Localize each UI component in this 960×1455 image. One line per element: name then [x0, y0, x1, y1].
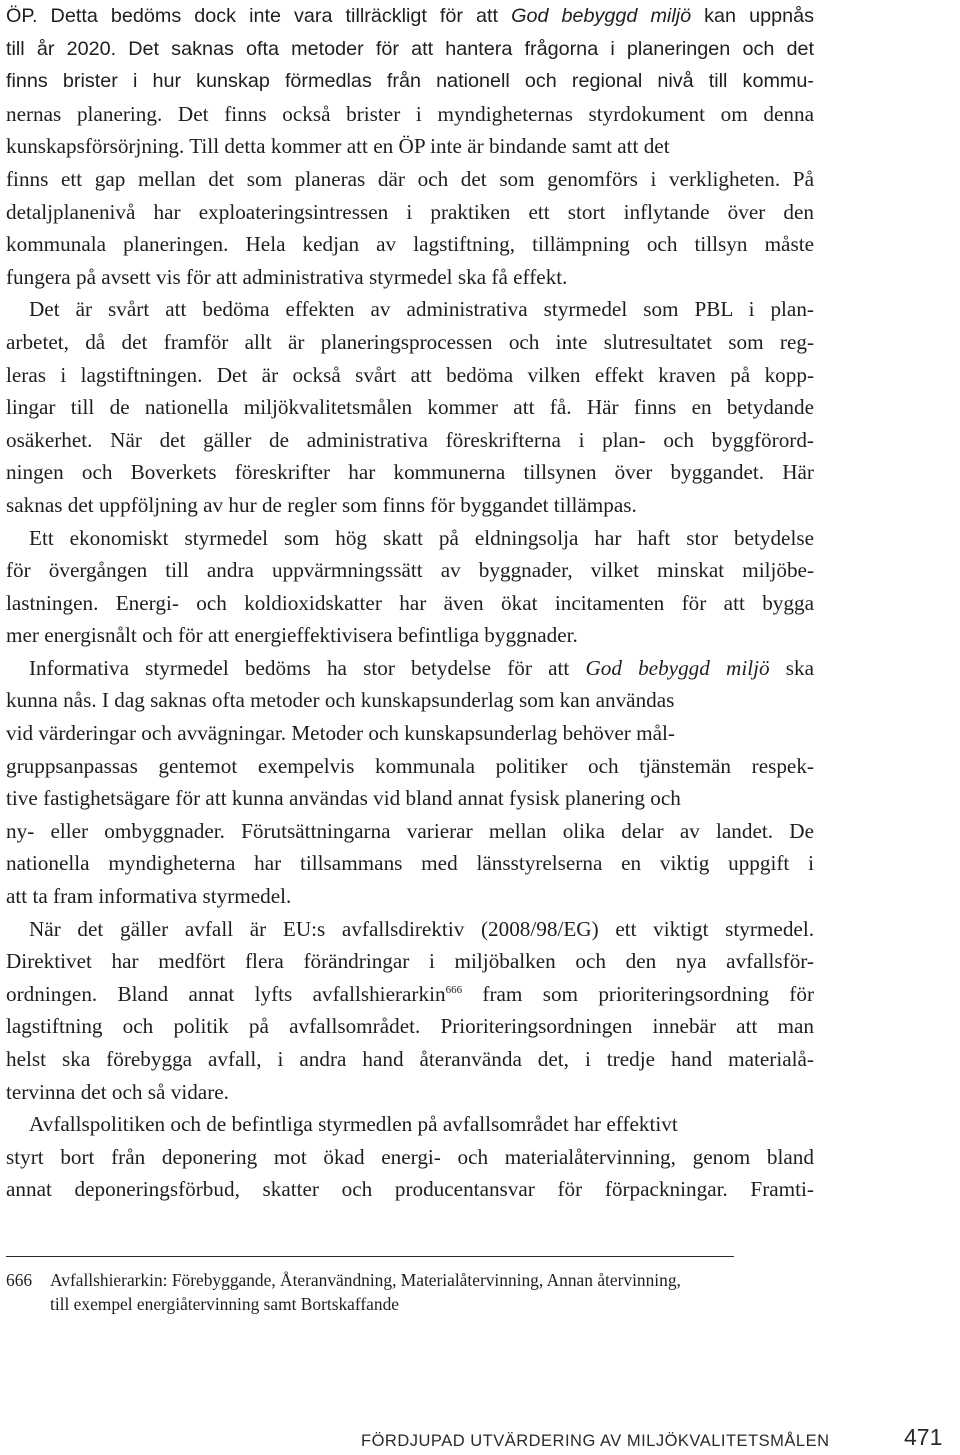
body-line [6, 359, 814, 392]
body-line-text-continued: ska [769, 655, 814, 680]
body-line [6, 0, 814, 33]
body-line-text: helst ska förebygga avfall, i andra hand återanvända det, i tredje hand materialå- [6, 1047, 814, 1071]
body-line-text-continued: fram som prioriteringsordning för [462, 981, 814, 1006]
body-line-text: ordningen. Bland annat lyfts avfallshierarkin [6, 981, 446, 1006]
body-line-text: ÖP. Detta bedöms dock inte vara tillräckligt för att [6, 5, 512, 27]
body-line-text: leras i lagstiftningen. Det är också svårt att bedöma vilken effekt kraven på kopp- [6, 362, 814, 387]
body-line [6, 880, 814, 913]
body-line-text-continued: kan uppnås [691, 5, 814, 27]
body-line-text: nernas planering. Det finns också brister i myndigheternas styrdokument om denna [6, 101, 814, 126]
body-line [6, 33, 814, 66]
page-number: 471 [904, 1424, 943, 1450]
body-line-text: lagstiftning och politik på avfallsområdet. Prioriteringsordningen innebär att man [6, 1014, 814, 1039]
body-line [6, 652, 814, 685]
footnote-separator [6, 1256, 734, 1257]
body-line [6, 130, 814, 163]
body-line-text: kunna nås. I dag saknas ofta metoder och kunskapsunderlag som kan användas [6, 688, 675, 713]
body-line-text: gruppsanpassas gentemot exempelvis kommunala politiker och tjänstemän respek- [6, 753, 814, 778]
body-line-text: Ett ekonomiskt styrmedel som hög skatt på eldningsolja har haft stor betydelse [29, 525, 814, 550]
body-line [6, 65, 814, 98]
body-line-text: arbetet, då det framför allt är planeringsprocessen och inte slutresultatet som reg- [6, 329, 814, 354]
body-line [6, 1173, 814, 1206]
body-line-text: att ta fram informativa styrmedel. [6, 884, 292, 909]
body-line-text: finns brister i hur kunskap förmedlas från nationell och regional nivå till kommu- [6, 70, 814, 93]
body-line-text: tive fastighetsägare för att kunna användas vid bland annat fysisk planering och [6, 786, 681, 811]
body-line-text: När det gäller avfall är EU:s avfallsdirektiv (2008/98/EG) ett viktigt styrmedel. [29, 916, 814, 941]
body-line [6, 98, 814, 131]
italic-term: God bebyggd miljö [511, 5, 692, 27]
body-line [6, 1108, 814, 1141]
footnote [6, 1268, 826, 1316]
italic-term: God bebyggd miljö [585, 655, 770, 680]
body-line-text: nationella myndigheterna har tillsammans med länsstyrelserna en viktig uppgift i [6, 851, 814, 876]
body-line [6, 1141, 814, 1174]
running-footer-title: FÖRDJUPAD UTVÄRDERING AV MILJÖKVALITETSMÅLEN [361, 1432, 830, 1450]
footnote-text-line-1: Avfallshierarkin: Förebyggande, Återanvändning, Materialåtervinning, Annan återvinning, [50, 1270, 681, 1290]
body-line-text: finns ett gap mellan det som planeras där och det som genomförs i verkligheten. På [6, 166, 814, 191]
body-line [6, 815, 814, 848]
body-line [6, 717, 814, 750]
body-line [6, 1010, 814, 1043]
body-line-text: ningen och Boverkets föreskrifter har kommunerna tillsynen över byggandet. Här [6, 460, 814, 485]
body-line [6, 261, 814, 294]
body-line-text: annat deponeringsförbud, skatter och producentansvar för förpackningar. Framti- [6, 1177, 814, 1202]
body-line-text: kommunala planeringen. Hela kedjan av lagstiftning, tillämpning och tillsyn måste [6, 232, 814, 257]
body-text [6, 0, 814, 1206]
body-line-text: för övergången till andra uppvärmningssätt av byggnader, vilket minskat miljöbe- [6, 558, 814, 583]
body-line-text: Direktivet har medfört flera förändringar i miljöbalken och den nya avfallsför- [6, 949, 814, 974]
body-line-text: mer energisnålt och för att energieffektivisera befintliga byggnader. [6, 623, 578, 648]
body-line [6, 913, 814, 946]
body-line [6, 554, 814, 587]
body-line [6, 1076, 814, 1109]
footnote-number: 666 [6, 1270, 33, 1290]
footnote-reference[interactable]: 666 [445, 983, 463, 996]
body-line [6, 293, 814, 326]
body-line [6, 228, 814, 261]
body-line [6, 978, 814, 1011]
body-line-text: lingar till de nationella miljökvalitetsmålen kommer att få. Här finns en betydande [6, 395, 814, 420]
body-line [6, 847, 814, 880]
body-line-text: kunskapsförsörjning. Till detta kommer att en ÖP inte är bindande samt att det [6, 134, 670, 159]
body-line-text: saknas det uppföljning av hur de regler som finns för byggandet tillämpas. [6, 492, 637, 517]
body-line [6, 1043, 814, 1076]
body-line [6, 489, 814, 522]
body-line [6, 684, 814, 717]
body-line [6, 163, 814, 196]
body-line-text: osäkerhet. När det gäller de administrativa föreskrifterna i plan- och byggförord- [6, 427, 814, 452]
body-line [6, 750, 814, 783]
body-line [6, 945, 814, 978]
body-line-text: Informativa styrmedel bedöms ha stor betydelse för att [29, 655, 586, 680]
body-line-text: tervinna det och så vidare. [6, 1079, 229, 1104]
body-line [6, 522, 814, 555]
body-line [6, 424, 814, 457]
body-line-text: Avfallspolitiken och de befintliga styrmedlen på avfallsområdet har effektivt [29, 1112, 678, 1137]
body-line-text: Det är svårt att bedöma effekten av administrativa styrmedel som PBL i plan- [29, 297, 814, 322]
body-line [6, 456, 814, 489]
body-line [6, 619, 814, 652]
body-line-text: ny- eller ombyggnader. Förutsättningarna varierar mellan olika delar av landet. De [6, 818, 814, 843]
body-line [6, 326, 814, 359]
body-line [6, 196, 814, 229]
body-line-text: lastningen. Energi- och koldioxidskatter har även ökat incitamenten för att bygga [6, 590, 814, 615]
body-line-text: styrt bort från deponering mot ökad energi- och materialåtervinning, genom bland [6, 1144, 814, 1169]
body-line [6, 587, 814, 620]
body-line-text: detaljplanenivå har exploateringsintressen i praktiken ett stort inflytande över den [6, 199, 814, 224]
body-line [6, 782, 814, 815]
body-line-text: till år 2020. Det saknas ofta metoder för att hantera frågorna i planeringen och det [6, 37, 814, 60]
body-line [6, 391, 814, 424]
body-line-text: fungera på avsett vis för att administrativa styrmedel ska få effekt. [6, 264, 568, 289]
footnote-text-line-2: till exempel energiåtervinning samt Bortskaffande [50, 1294, 400, 1314]
body-line-text: vid värderingar och avvägningar. Metoder och kunskapsunderlag behöver mål- [6, 721, 675, 746]
